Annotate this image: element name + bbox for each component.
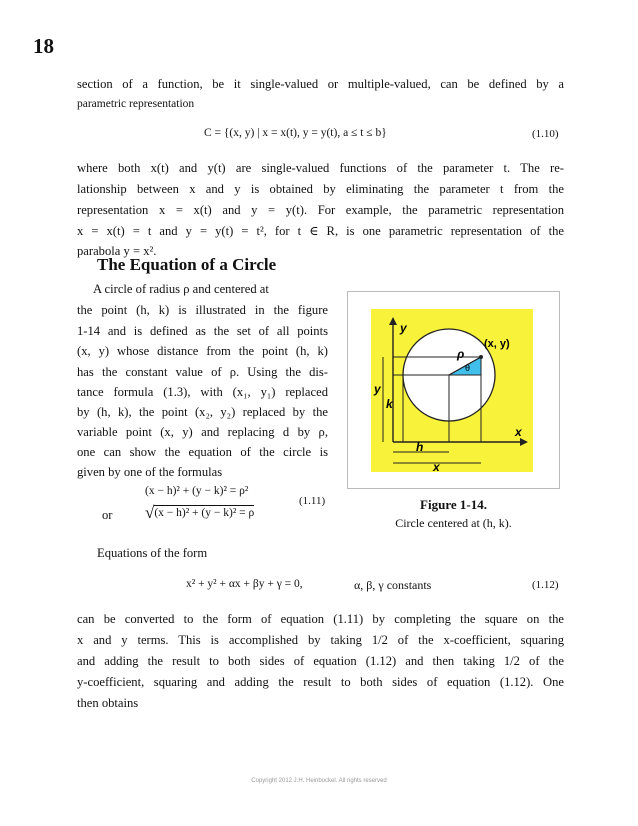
circle-para-line-8: variable point (x, y) and replacing d by ρ, [77, 425, 328, 439]
para2-line-2: lationship between x and y is obtained by eliminating the parameter t from the [77, 182, 564, 196]
equation-1-11b-text: (x − h)² + (y − k)² = ρ [154, 507, 255, 519]
circle-para-line-6: tance formula (1.3), with (x₁, y₁) replaced [77, 385, 328, 399]
figure-title: Figure 1-14. [420, 497, 487, 512]
para2-line-5: parabola y = x². [77, 244, 157, 258]
circle-para-line-3: 1-14 and is defined as the set of all points [77, 324, 328, 338]
final-para-line-1: can be converted to the form of equation (1.11) by completing the square on the [77, 612, 564, 626]
fig-h-label: h [416, 440, 424, 454]
equation-1-12-lhs: x² + y² + αx + βy + γ = 0, [186, 578, 303, 590]
final-para-line-4: y-coefficient, squaring and adding the result to both sides of equation (1.12). One [77, 675, 564, 689]
fig-y-label: y [374, 382, 381, 396]
intro-line-2: parametric representation [77, 98, 195, 110]
circle-para-line-1: A circle of radius ρ and centered at [93, 282, 269, 296]
equation-1-11-number: (1.11) [299, 495, 326, 507]
point-marker [479, 355, 483, 359]
circle-para-line-5: has the constant value of ρ. Using the dis- [77, 365, 328, 379]
equation-1-12-rhs: α, β, γ constants [354, 578, 432, 592]
para2-line-1: where both x(t) and y(t) are single-valued functions of the parameter t. The re- [77, 161, 564, 175]
para2-line-4: x = x(t) = t and y = y(t) = t², for t ∈ R, is one parametric representation of the [77, 224, 564, 238]
equation-1-10-number: (1.10) [532, 128, 559, 140]
figure-subtitle: Circle centered at (h, k). [395, 516, 512, 530]
fig-rho-label: ρ [457, 347, 465, 361]
final-para-line-5: then obtains [77, 696, 139, 710]
circle-para-line-2: the point (h, k) is illustrated in the figure [77, 303, 328, 317]
equation-1-11-or: or [102, 508, 113, 522]
fig-x-label: x [433, 460, 440, 472]
circle-para-line-9: one can show the equation of the circle is [77, 445, 328, 459]
fig-theta-label: θ [465, 363, 471, 373]
equations-of-form: Equations of the form [97, 546, 208, 560]
radicand [154, 505, 254, 519]
fig-x-axis-label: x [515, 425, 522, 439]
final-para-line-2: x and y terms. This is accomplished by taking 1/2 of the x-coefficient, squaring [77, 633, 564, 647]
section-title: The Equation of a Circle [97, 255, 277, 274]
fig-k-label: k [386, 397, 393, 411]
equation-1-10: C = {(x, y) | x = x(t), y = y(t), a ≤ t ≤ b} [204, 127, 387, 139]
equation-1-11b: √(x − h)² + (y − k)² = ρ [145, 503, 255, 522]
equation-1-11a: (x − h)² + (y − k)² = ρ² [145, 485, 249, 497]
final-para-line-3: and adding the result to both sides of equation (1.12) and then taking 1/2 of the [77, 654, 564, 668]
equation-1-12-number: (1.12) [532, 579, 559, 591]
circle-para-line-4: (x, y) whose distance from the point (h, k) [77, 344, 328, 358]
copyright-notice: Copyright 2012 J.H. Heinbockel. All rights reserved [251, 778, 387, 784]
para2-line-3: representation x = x(t) and y = y(t). For example, the parametric representation [77, 203, 564, 217]
intro-line-1: section of a function, be it single-valued or multiple-valued, can be defined by a [77, 77, 564, 91]
fig-point-label: (x, y) [484, 338, 510, 350]
fig-y-axis-label: y [400, 321, 407, 335]
figure-1-14-diagram [371, 309, 533, 472]
page-number: 18 [33, 34, 54, 58]
circle-para-line-7: by (h, k), the point (x₂, y₂) replaced by the [77, 405, 328, 419]
circle-para-line-10: given by one of the formulas [77, 465, 223, 479]
